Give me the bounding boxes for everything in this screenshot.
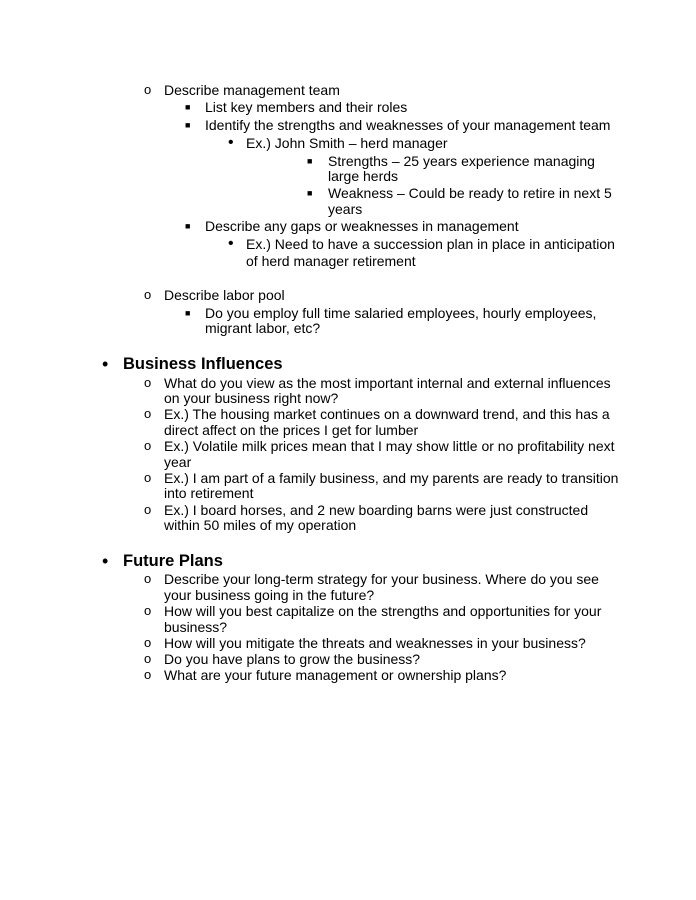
square-bullet-icon: ■ bbox=[185, 120, 191, 130]
circle-bullet-icon: o bbox=[144, 375, 152, 390]
list-item-strengths-cont: large herds bbox=[328, 168, 399, 184]
list-item: Ex.) The housing market continues on a downward trend, and this has a bbox=[164, 406, 610, 422]
list-item-describe-team: Describe management team bbox=[164, 82, 340, 98]
square-bullet-icon: ■ bbox=[307, 188, 313, 198]
list-item-cont: within 50 miles of my operation bbox=[164, 517, 357, 533]
square-bullet-icon: ■ bbox=[185, 102, 191, 112]
section-heading-business-influences: Business Influences bbox=[123, 355, 283, 373]
list-item-identify-strengths: Identify the strengths and weaknesses of your management team bbox=[205, 117, 611, 133]
circle-bullet-icon: o bbox=[144, 603, 152, 618]
circle-bullet-icon: o bbox=[144, 438, 152, 453]
section-bullet-icon: • bbox=[102, 551, 109, 571]
list-item-cont: direct affect on the prices I get for lumber bbox=[164, 422, 419, 438]
list-item: Ex.) I board horses, and 2 new boarding barns were just constructed bbox=[164, 502, 589, 518]
circle-bullet-icon: o bbox=[144, 667, 152, 682]
list-item-cont: your business going in the future? bbox=[164, 587, 375, 603]
dot-bullet-icon: • bbox=[228, 134, 234, 151]
list-item: Do you have plans to grow the business? bbox=[164, 651, 421, 667]
circle-bullet-icon: o bbox=[144, 470, 152, 485]
list-item: How will you best capitalize on the strengths and opportunities for your bbox=[164, 603, 602, 619]
circle-bullet-icon: o bbox=[144, 287, 152, 302]
dot-bullet-icon: • bbox=[228, 235, 234, 252]
list-item-key-members: List key members and their roles bbox=[205, 99, 408, 115]
list-item-cont: year bbox=[164, 454, 192, 470]
circle-bullet-icon: o bbox=[144, 571, 152, 586]
list-item-example-john: Ex.) John Smith – herd manager bbox=[246, 135, 448, 151]
circle-bullet-icon: o bbox=[144, 82, 152, 97]
circle-bullet-icon: o bbox=[144, 502, 152, 517]
list-item-succession: Ex.) Need to have a succession plan in place in anticipation bbox=[246, 236, 615, 252]
list-item-weakness: Weakness – Could be ready to retire in next 5 bbox=[328, 185, 612, 201]
list-item-cont: on your business right now? bbox=[164, 390, 339, 406]
list-item: Ex.) I am part of a family business, and my parents are ready to transition bbox=[164, 470, 619, 486]
square-bullet-icon: ■ bbox=[185, 308, 191, 318]
list-item-cont: business? bbox=[164, 619, 228, 635]
list-item-succession-cont: of herd manager retirement bbox=[246, 253, 416, 269]
list-item: Ex.) Volatile milk prices mean that I may show little or no profitability next bbox=[164, 438, 615, 454]
list-item-employ-cont: migrant labor, etc? bbox=[205, 320, 321, 336]
list-item: How will you mitigate the threats and weaknesses in your business? bbox=[164, 635, 586, 651]
list-item-weakness-cont: years bbox=[328, 201, 363, 217]
list-item-gaps: Describe any gaps or weaknesses in management bbox=[205, 218, 519, 234]
list-item-strengths: Strengths – 25 years experience managing bbox=[328, 153, 595, 169]
circle-bullet-icon: o bbox=[144, 635, 152, 650]
list-item-cont: into retirement bbox=[164, 485, 254, 501]
circle-bullet-icon: o bbox=[144, 651, 152, 666]
list-item-employ: Do you employ full time salaried employees, hourly employees, bbox=[205, 305, 597, 321]
circle-bullet-icon: o bbox=[144, 406, 152, 421]
square-bullet-icon: ■ bbox=[307, 156, 313, 166]
list-item: What do you view as the most important internal and external influences bbox=[164, 375, 611, 391]
section-heading-future-plans: Future Plans bbox=[123, 552, 223, 570]
list-item-labor-pool: Describe labor pool bbox=[164, 287, 285, 303]
square-bullet-icon: ■ bbox=[185, 221, 191, 231]
list-item: What are your future management or ownership plans? bbox=[164, 667, 507, 683]
section-bullet-icon: • bbox=[102, 354, 109, 374]
list-item: Describe your long-term strategy for your business. Where do you see bbox=[164, 571, 599, 587]
